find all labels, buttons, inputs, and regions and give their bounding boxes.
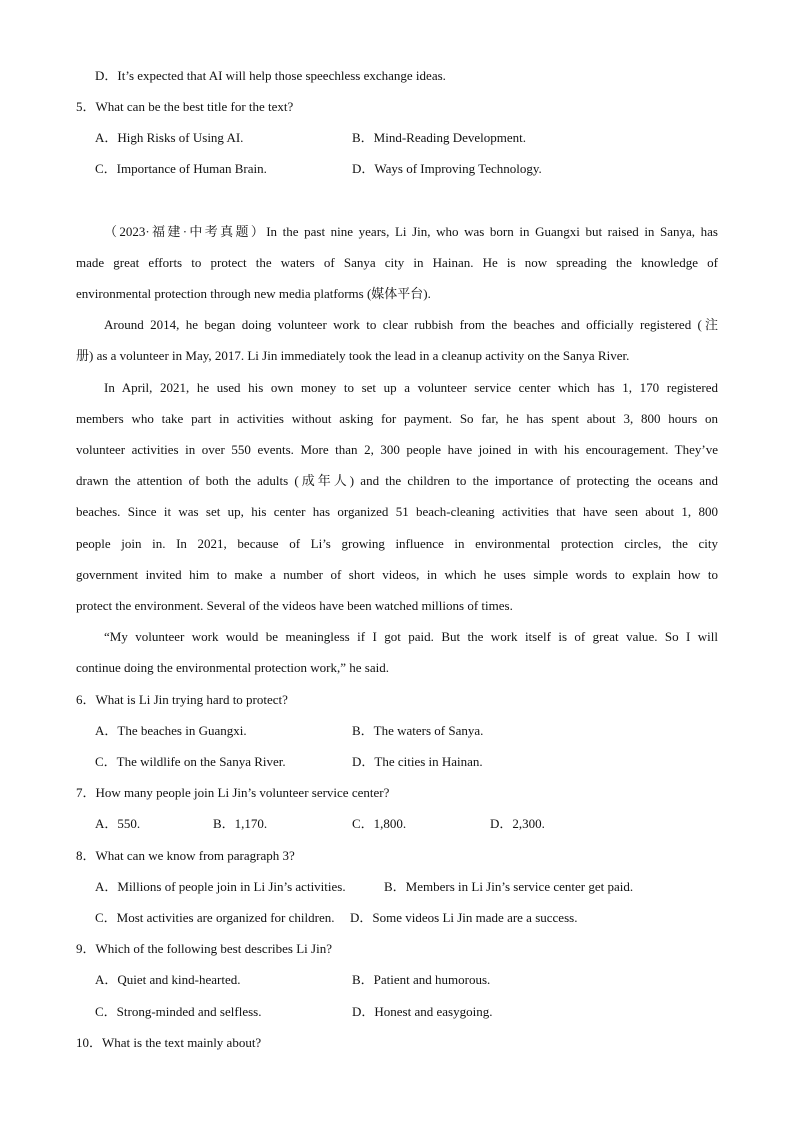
passage-p3-line4: drawn the attention of both the adults (成年人) and the children to the importance of protecting the oceans and: [76, 473, 718, 488]
q6-option-a: A．The beaches in Guangxi.: [95, 723, 247, 738]
q9-stem: 9．Which of the following best describes Li Jin?: [76, 941, 332, 956]
q7-option-c: C．1,800.: [352, 816, 407, 831]
q8-option-a: A．Millions of people join in Li Jin’s activities.: [95, 879, 346, 894]
q6-option-c: C．The wildlife on the Sanya River.: [95, 754, 286, 769]
q9-option-a: A．Quiet and kind-hearted.: [95, 972, 241, 987]
q5-option-b: B．Mind-Reading Development.: [352, 130, 527, 145]
passage-p1-line1: （2023·福建·中考真题）In the past nine years, Li Jin, who was born in Guangxi but raised in Sanya, has: [104, 224, 718, 239]
passage-p2-line1: Around 2014, he began doing volunteer work to clear rubbish from the beaches and officially registered (注: [104, 317, 718, 332]
q4-option-d: D．It’s expected that AI will help those speechless exchange ideas.: [95, 68, 446, 83]
passage-p3-line5: beaches. Since it was set up, his center has organized 51 beach-cleaning activities that have seen about 1, 800: [76, 504, 718, 519]
q6-stem: 6．What is Li Jin trying hard to protect?: [76, 692, 288, 707]
q8-option-b: B．Members in Li Jin’s service center get paid.: [384, 879, 634, 894]
q7-option-b: B．1,170.: [213, 816, 268, 831]
q9-option-d: D．Honest and easygoing.: [352, 1004, 493, 1019]
passage-p1-line3: environmental protection through new media platforms (媒体平台).: [76, 286, 431, 301]
q5-stem: 5．What can be the best title for the text?: [76, 99, 294, 114]
passage-p4-line2: continue doing the environmental protection work,” he said.: [76, 660, 389, 675]
passage-p3-line6: people join in. In 2021, because of Li’s growing influence in environmental protection circles, the city: [76, 536, 718, 551]
passage-p3-line8: protect the environment. Several of the videos have been watched millions of times.: [76, 598, 513, 613]
q5-option-c: C．Importance of Human Brain.: [95, 161, 267, 176]
q9-option-c: C．Strong-minded and selfless.: [95, 1004, 262, 1019]
passage-p3-line1: In April, 2021, he used his own money to set up a volunteer service center which has 1, 170 registered: [104, 380, 718, 395]
passage-p1-line2: made great efforts to protect the waters of Sanya city in Hainan. He is now spreading the knowledge of: [76, 255, 718, 270]
q5-option-a: A．High Risks of Using AI.: [95, 130, 244, 145]
q10-stem: 10．What is the text mainly about?: [76, 1035, 262, 1050]
q7-option-a: A．550.: [95, 816, 141, 831]
q7-stem: 7．How many people join Li Jin’s volunteer service center?: [76, 785, 390, 800]
passage-p3-line2: members who take part in activities without asking for payment. So far, he has spent about 3, 800 hours on: [76, 411, 718, 426]
passage-p3-line7: government invited him to make a number of short videos, in which he uses simple words to explain how to: [76, 567, 718, 582]
q5-option-d: D．Ways of Improving Technology.: [352, 161, 542, 176]
q6-option-d: D．The cities in Hainan.: [352, 754, 483, 769]
q8-option-d: D．Some videos Li Jin made are a success.: [350, 910, 578, 925]
q8-option-c: C．Most activities are organized for children.: [95, 910, 335, 925]
passage-p3-line3: volunteer activities in over 550 events. More than 2, 300 people have joined in with his encouragement. They’ve: [76, 442, 718, 457]
passage-p4-line1: “My volunteer work would be meaningless if I got paid. But the work itself is of great value. So I will: [104, 629, 718, 644]
q9-option-b: B．Patient and humorous.: [352, 972, 491, 987]
q8-stem: 8．What can we know from paragraph 3?: [76, 848, 295, 863]
q7-option-d: D．2,300.: [490, 816, 545, 831]
q6-option-b: B．The waters of Sanya.: [352, 723, 484, 738]
passage-p2-line2: 册) as a volunteer in May, 2017. Li Jin immediately took the lead in a cleanup activity on the Sanya River.: [76, 348, 630, 363]
